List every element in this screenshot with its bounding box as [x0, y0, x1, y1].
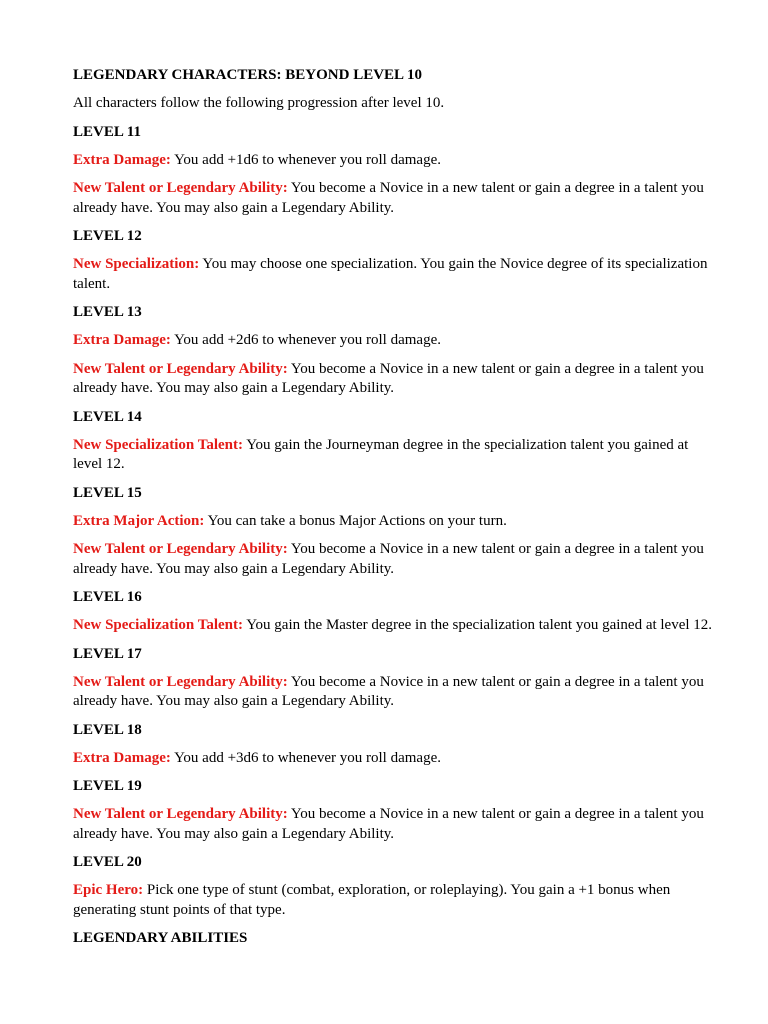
- legendary-abilities-heading: LEGENDARY ABILITIES: [73, 930, 248, 946]
- level-11-entry-2: [73, 179, 713, 218]
- level-14-entry-1: [73, 436, 713, 475]
- entry-term: Extra Damage:: [73, 332, 171, 348]
- entry-term: Extra Damage:: [73, 151, 171, 168]
- intro-paragraph: All characters follow the following progression after level 10.: [73, 95, 445, 111]
- document-page: [73, 66, 713, 957]
- entry-text: You gain the Journeyman degree in the specialization talent you gained at level 12.: [73, 436, 689, 472]
- entry-text: You become a Novice in a new talent or gain a degree in a talent you already have. You may also gain a Legendary Ability.: [73, 360, 704, 396]
- entry-text: You may choose one specialization. You gain the Novice degree of its specialization talent.: [73, 256, 708, 292]
- level-20-entry-1: [73, 881, 713, 920]
- level-13-entry-1: [73, 331, 713, 351]
- entry-text: You add +2d6 to whenever you roll damage.: [170, 332, 441, 348]
- level-19-entry-1: [73, 805, 713, 844]
- entry-term: New Talent or Legendary Ability:: [73, 673, 288, 690]
- entry-text: You become a Novice in a new talent or gain a degree in a talent you already have. You may also gain a Legendary Ability.: [73, 541, 704, 577]
- level-19-heading: LEVEL 19: [73, 778, 142, 794]
- entry-term: New Specialization Talent:: [73, 436, 244, 453]
- level-15-heading: LEVEL 15: [73, 484, 142, 501]
- level-18-entry-1: [73, 749, 713, 769]
- level-20-heading: LEVEL 20: [73, 854, 142, 870]
- document-title: LEGENDARY CHARACTERS: BEYOND LEVEL 10: [73, 67, 422, 83]
- level-15-entry-2: [73, 540, 713, 579]
- entry-text: You can take a bonus Major Actions on your turn.: [204, 512, 507, 529]
- level-12-heading: LEVEL 12: [73, 228, 142, 244]
- entry-text: You become a Novice in a new talent or gain a degree in a talent you already have. You may also gain a Legendary Ability.: [73, 806, 704, 842]
- level-13-entry-2: [73, 360, 713, 399]
- level-13-heading: LEVEL 13: [73, 304, 142, 320]
- level-16-heading: LEVEL 16: [73, 589, 142, 605]
- level-17-heading: LEVEL 17: [73, 645, 142, 662]
- entry-term: New Specialization Talent:: [73, 617, 244, 633]
- entry-term: New Talent or Legendary Ability:: [73, 360, 288, 377]
- level-16-entry-1: [73, 616, 713, 636]
- level-12-entry-1: [73, 255, 713, 294]
- entry-term: New Talent or Legendary Ability:: [73, 806, 288, 822]
- level-11-heading: LEVEL 11: [73, 123, 141, 140]
- entry-term: Extra Major Action:: [73, 512, 205, 529]
- entry-text: You add +3d6 to whenever you roll damage.: [170, 749, 441, 766]
- entry-text: You add +1d6 to whenever you roll damage.: [170, 151, 441, 168]
- entry-term: Extra Damage:: [73, 749, 171, 766]
- entry-text: You gain the Master degree in the specialization talent you gained at level 12.: [243, 617, 713, 633]
- level-14-heading: LEVEL 14: [73, 408, 142, 425]
- entry-term: Epic Hero:: [73, 882, 144, 898]
- level-15-entry-1: [73, 512, 713, 532]
- entry-text: You become a Novice in a new talent or gain a degree in a talent you already have. You may also gain a Legendary Ability.: [73, 673, 704, 709]
- entry-term: New Talent or Legendary Ability:: [73, 180, 288, 196]
- entry-term: New Talent or Legendary Ability:: [73, 541, 288, 557]
- entry-term: New Specialization:: [73, 256, 200, 272]
- level-11-entry-1: [73, 151, 713, 171]
- entry-text: Pick one type of stunt (combat, exploration, or roleplaying). You gain a +1 bonus when generating stunt points of that type.: [73, 882, 671, 918]
- level-17-entry-1: [73, 673, 713, 712]
- level-18-heading: LEVEL 18: [73, 721, 142, 738]
- entry-text: You become a Novice in a new talent or gain a degree in a talent you already have. You may also gain a Legendary Ability.: [73, 180, 704, 216]
